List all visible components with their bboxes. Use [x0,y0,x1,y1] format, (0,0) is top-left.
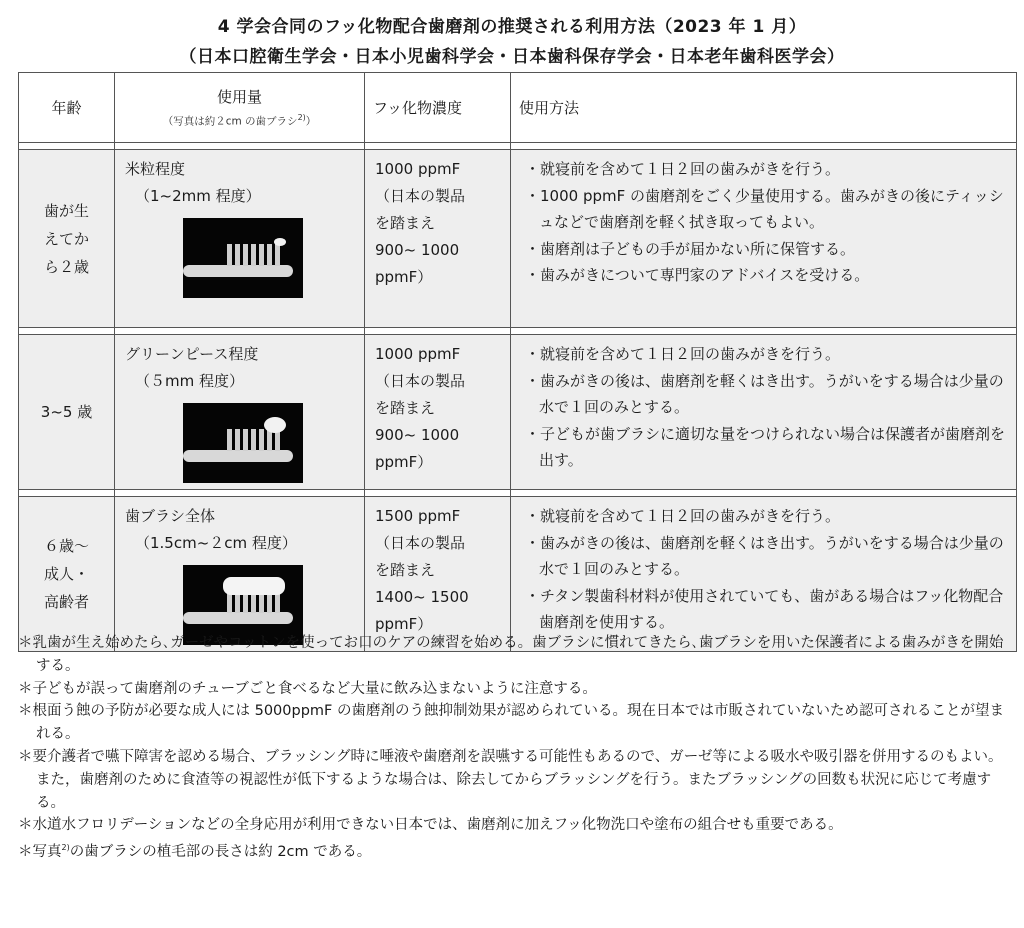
method-cell [511,335,1017,490]
age-cell: 歯が生 えてか ら２歳 [19,150,115,328]
page-subtitle: （日本口腔衛生学会・日本小児歯科学会・日本歯科保存学会・日本老年歯科医学会） [179,47,845,67]
header-method: 使用方法 [511,73,1017,143]
method-item: ・就寝前を含めて１日２回の歯みがきを行う。 [525,507,841,525]
concentration-cell: 1500 ppmF （日本の製品 を踏まえ 1400~ 1500 ppmF） [365,497,511,652]
age-cell: 3~5 歳 [19,335,115,490]
age-cell: ６歳～ 成人・ 高齢者 [19,497,115,652]
concentration-cell: 1000 ppmF （日本の製品 を踏まえ 900~ 1000 ppmF） [365,150,511,328]
table-row [19,335,1017,490]
footnote: ＊写真$^{2)}$の歯ブラシの植毛部の長さは約 2cm である。 [18,843,372,860]
table-header-row [19,73,1017,143]
amount-cell [115,150,365,328]
method-cell [511,150,1017,328]
amount-detail: （５mm 程度） [135,372,244,390]
amount-detail: （1~2mm 程度） [135,187,261,205]
method-item: ・就寝前を含めて１日２回の歯みがきを行う。 [525,160,841,178]
footnote: ＊要介護者で嚥下障害を認める場合、ブラッシング時に唾液や歯磨剤を誤嚥する可能性もあるので、ガーゼ等による吸水や吸引器を併用するのもよい。また，歯磨剤のために食渣等の視認性が低下するような場合は、除去してからブラッシングを行う。またブラッシングの回数も状況に応じて考慮する。 [18,748,1003,811]
method-item: ・就寝前を含めて１日２回の歯みがきを行う。 [525,345,841,363]
table-row [19,497,1017,652]
header-amount-label: 使用量 [216,88,262,107]
toothbrush-green-pea-photo [183,403,303,483]
method-cell [511,497,1017,652]
header-amount-note: （写真は約２cm の歯ブラシ$^{2)}$） [162,113,317,128]
method-item: ・チタン製歯科材料が使用されていても、歯がある場合はフッ化物配合歯磨剤を使用する。 [525,586,1004,631]
amount-label: 歯ブラシ全体 [125,507,216,525]
amount-detail: （1.5cm~２cm 程度） [135,534,297,552]
footnote: ＊乳歯が生え始めたら､ガーゼやコットンを使ってお口のケアの練習を始める。歯ブラシに慣れてきたら､歯ブラシを用いた保護者による歯みがきを開始する。 [18,635,1004,674]
amount-cell [115,497,365,652]
footnote: ＊水道水フロリデーションなどの全身応用が利用できない日本では、歯磨剤に加えフッ化物洗口や塗布の組合せも重要である。 [18,817,843,834]
footnote: ＊子どもが誤って歯磨剤のチューブごと食べるなど大量に飲み込まないように注意する。 [18,680,597,697]
method-item: ・子どもが歯ブラシに適切な量をつけられない場合は保護者が歯磨剤を出す。 [525,424,1006,469]
footnotes [18,632,1008,864]
method-item: ・1000 ppmF の歯磨剤をごく少量使用する。歯みがきの後にティッシュなどで歯磨剤を軽く拭き取ってもよい。 [525,186,1004,231]
method-item: ・歯磨剤は子どもの手が届かない所に保管する。 [525,239,856,258]
concentration-cell: 1000 ppmF （日本の製品 を踏まえ 900~ 1000 ppmF） [365,335,511,490]
amount-cell [115,335,365,490]
method-item: ・歯みがきの後は、歯磨剤を軽くはき出す。うがいをする場合は少量の水で１回のみとする。 [525,533,1004,578]
header-amount [115,73,365,143]
table-row [19,150,1017,328]
header-concentration: フッ化物濃度 [365,73,511,143]
recommendation-table [18,72,1017,652]
toothbrush-rice-grain-photo [183,218,303,298]
header-age: 年齢 [19,73,115,143]
method-item: ・歯みがきの後は、歯磨剤を軽くはき出す。うがいをする場合は少量の水で１回のみとする。 [525,371,1004,416]
footnote: ＊根面う蝕の予防が必要な成人には 5000ppmF の歯磨剤のう蝕抑制効果が認められている。現在日本では市販されていないため認可されることが望まれる。 [18,703,1004,743]
amount-label: グリーンピース程度 [125,345,259,363]
page-title: 4 学会合同のフッ化物配合歯磨剤の推奨される利用方法（2023 年 1 月） [217,17,807,37]
amount-label: 米粒程度 [125,160,186,178]
method-item: ・歯みがきについて専門家のアドバイスを受ける。 [525,266,870,284]
